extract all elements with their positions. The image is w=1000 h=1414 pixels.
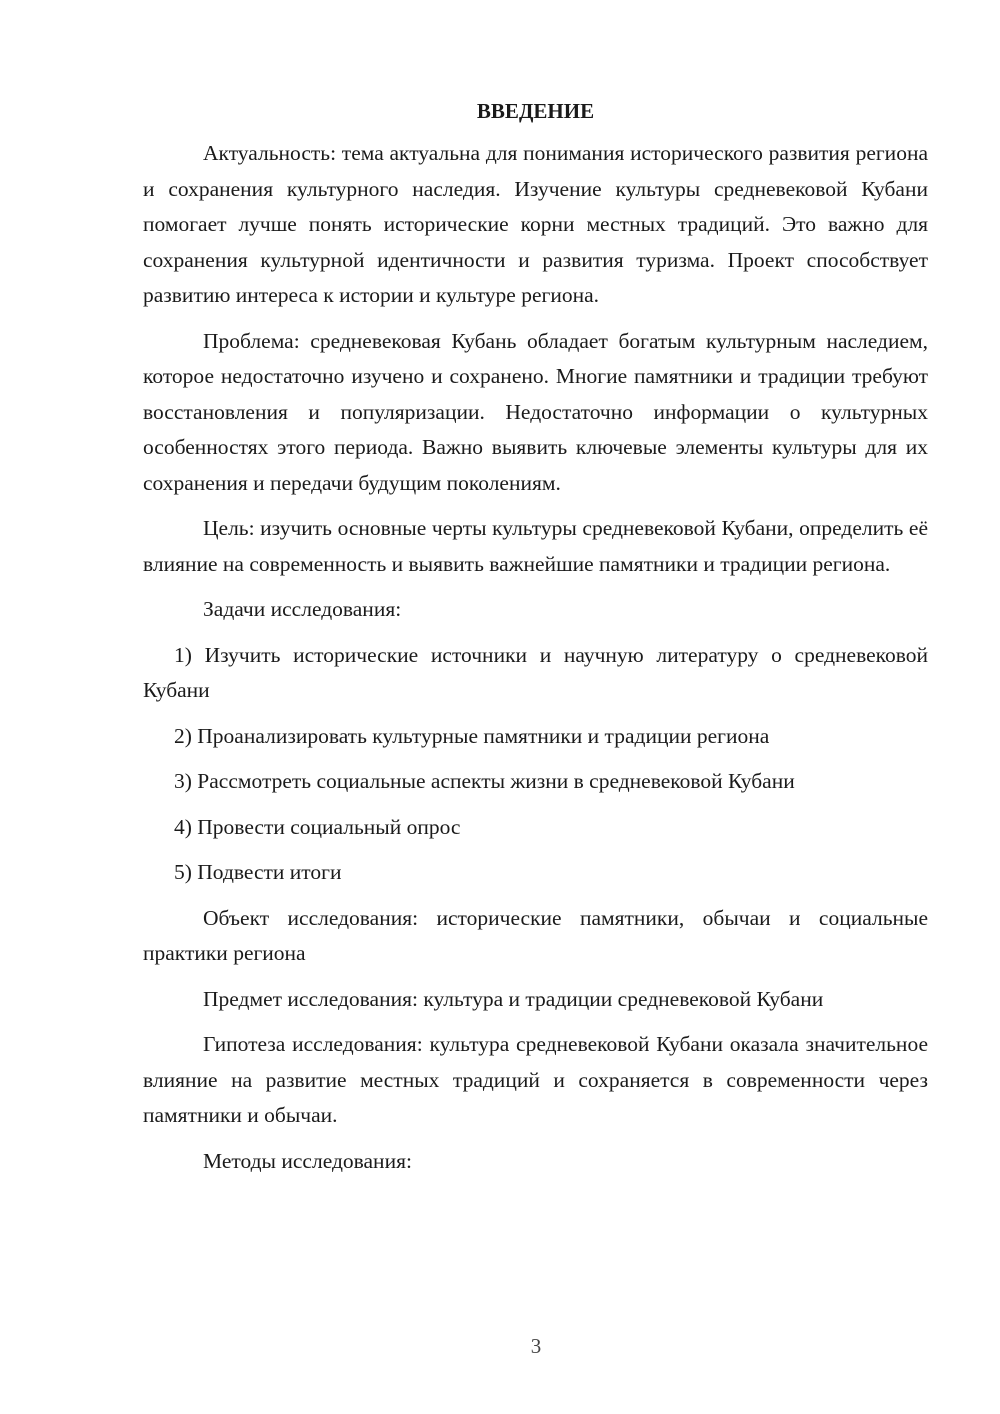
- subject-paragraph: Предмет исследования: культура и традиции средневековой Кубани: [203, 986, 824, 1011]
- relevance-paragraph: Актуальность: тема актуальна для понимания исторического развития региона и сохранения культурного наследия. Изучение культуры средневековой Кубани помогает лучше понять исторические корни местных традиций. Это важно для сохранения культурной идентичности и развития туризма. Проект способствует развитию интереса к истории и культуре региона.: [143, 141, 928, 307]
- task-item-5: 5) Подвести итоги: [174, 860, 342, 884]
- object-paragraph: Объект исследования: исторические памятники, обычаи и социальные практики региона: [143, 905, 928, 965]
- methods-title: Методы исследования:: [203, 1148, 412, 1173]
- document-page: [143, 96, 928, 1189]
- goal-paragraph: Цель: изучить основные черты культуры средневековой Кубани, определить её влияние на современность и выявить важнейшие памятники и традиции региона.: [143, 516, 928, 576]
- section-heading: ВВЕДЕНИЕ: [476, 99, 595, 123]
- hypothesis-paragraph: Гипотеза исследования: культура средневековой Кубани оказала значительное влияние на развитие местных традиций и сохраняется в современности через памятники и обычаи.: [143, 1032, 928, 1127]
- tasks-title: Задачи исследования:: [203, 597, 402, 621]
- task-item-2: 2) Проанализировать культурные памятники и традиции региона: [174, 723, 770, 748]
- problem-paragraph: Проблема: средневековая Кубань обладает богатым культурным наследием, которое недостаточно изучено и сохранено. Многие памятники и традиции требуют восстановления и популяризации. Недостаточно информации о культурных особенностях этого периода. Важно выявить ключевые элементы культуры для их сохранения и передачи будущим поколениям.: [143, 328, 928, 495]
- page-number: 3: [530, 1334, 542, 1358]
- task-item-4: 4) Провести социальный опрос: [174, 814, 461, 839]
- task-item-1: 1) Изучить исторические источники и научную литературу о средневековой Кубани: [143, 642, 928, 702]
- task-item-3: 3) Рассмотреть социальные аспекты жизни в средневековой Кубани: [174, 769, 795, 793]
